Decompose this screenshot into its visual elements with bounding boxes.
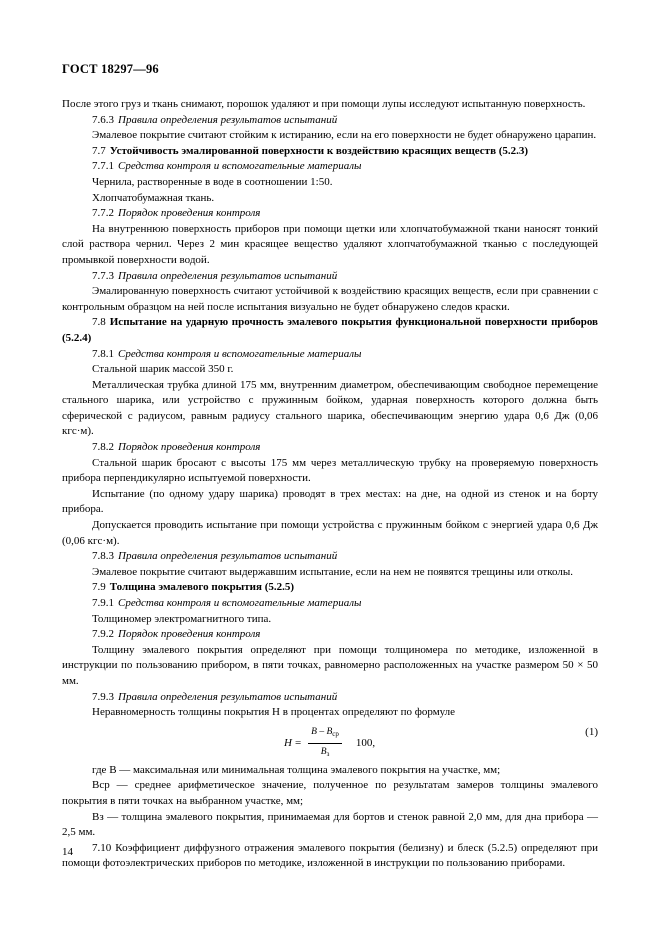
clause-number: 7.7.1	[92, 160, 114, 173]
denominator-sub: з	[326, 750, 330, 759]
clause-subtitle: Порядок проведения контроля	[118, 628, 261, 641]
paragraph-26	[62, 690, 598, 706]
clause-number: 7.7	[92, 144, 106, 157]
paragraph-text: Стальной шарик массой 350 г.	[92, 363, 234, 376]
paragraph-11	[62, 315, 598, 346]
paragraph-text: Хлопчатобумажная ткань.	[92, 191, 215, 204]
fraction-numerator	[308, 725, 342, 745]
paragraph-16	[62, 456, 598, 487]
paragraph-text: Стальной шарик бросают с высоты 175 мм через металлическую трубку на проверяемую поверхность прибора перпендикулярно испытуемой поверхности.	[62, 456, 598, 485]
paragraph-25	[62, 643, 598, 690]
paragraph-8	[62, 222, 598, 269]
formula-comma: ,	[372, 737, 376, 750]
paragraph-7	[62, 206, 598, 222]
clause-subtitle: Правила определения результатов испытаний	[118, 113, 338, 126]
paragraph-3	[62, 144, 598, 160]
paragraph-text: 7.10 Коэффициент диффузного отражения эмалевого покрытия (белизну) и блеск (5.2.5) определяют при помощи фотоэлектрических приборов по методике, изложенной в инструкции по пользованию приборами.	[62, 841, 598, 870]
clause-subtitle: Правила определения результатов испытаний	[118, 550, 338, 563]
paragraph-text: Чернила, растворенные в воде в соотношении 1:50.	[92, 175, 333, 188]
paragraph-14	[62, 378, 598, 440]
paragraph-text: После этого груз и ткань снимают, порошок удаляют и при помощи лупы исследуют испытанную поверхность.	[62, 98, 586, 110]
clause-subtitle: Порядок проведения контроля	[118, 441, 261, 454]
paragraph-text: Допускается проводить испытание при помощи устройства с пружинным бойком с энергией удара 0,6 Дж (0,06 кгс·м).	[62, 519, 598, 547]
clause-subtitle: Средства контроля и вспомогательные материалы	[118, 597, 362, 609]
document-body	[62, 97, 598, 872]
clause-subtitle: Правила определения результатов испытаний	[118, 690, 338, 703]
paragraph-21	[62, 580, 598, 596]
paragraph-27	[62, 705, 598, 721]
denominator-b: B	[320, 747, 327, 758]
paragraph-0	[62, 97, 598, 113]
clause-number: 7.8.2	[92, 441, 114, 454]
clause-number: 7.9	[92, 581, 106, 594]
clause-number: 7.8.3	[92, 550, 114, 563]
paragraph-24	[62, 627, 598, 643]
clause-number: 7.8	[92, 316, 106, 329]
paragraph-text: Толщиномер электромагнитного типа.	[92, 612, 272, 625]
paragraph-1	[62, 113, 598, 129]
paragraph-text: Неравномерность толщины покрытия H в процентах определяют по формуле	[92, 706, 456, 719]
paragraph-text: Bз — толщина эмалевого покрытия, принимаемая для бортов и стенок равной 2,0 мм, для дна прибора — 2,5 мм.	[62, 810, 598, 839]
clause-title: Испытание на ударную прочность эмалевого покрытия функциональной поверхности приборов (5.2.4)	[62, 316, 598, 344]
paragraph-text: Эмалевое покрытие считают выдержавшим испытание, если на нем не появятся трещины или отколы.	[92, 565, 574, 578]
paragraph-15	[62, 440, 598, 456]
paragraph-text: где B — максимальная или минимальная толщина эмалевого покрытия на участке, мм;	[92, 763, 501, 776]
clause-title: Толщина эмалевого покрытия (5.2.5)	[109, 581, 295, 594]
clause-number: 7.7.2	[92, 207, 114, 220]
formula-number: (1)	[585, 725, 598, 738]
paragraph-6	[62, 191, 598, 207]
paragraph-22	[62, 596, 598, 612]
clause-number: 7.7.3	[92, 269, 114, 282]
clause-subtitle: Порядок проведения контроля	[118, 207, 261, 220]
paragraph-text: На внутреннюю поверхность приборов при помощи щетки или хлопчатобумажной ткани наносят тонкий слой раствора чернил. Через 2 мин красящее вещество удаляют хлопчатобумажной тканью с последующей промывкой поверхности водой.	[62, 222, 598, 266]
clause-subtitle: Правила определения результатов испытаний	[118, 269, 338, 282]
formula-expression	[284, 725, 375, 763]
paragraph-4	[62, 159, 598, 175]
clause-number: 7.9.1	[92, 597, 114, 609]
paragraph-9	[62, 269, 598, 285]
clause-subtitle: Средства контроля и вспомогательные материалы	[118, 347, 362, 360]
clause-number: 7.8.1	[92, 347, 114, 360]
paragraph-text: Эмалевое покрытие считают стойким к истиранию, если на его поверхности не будет обнаружено царапин.	[92, 129, 597, 142]
paragraph-19	[62, 549, 598, 565]
paragraph-13	[62, 362, 598, 378]
paragraph-text: Bср — среднее арифметическое значение, полученное по результатам замеров толщины эмалевого покрытия в пяти точках на выбранном участке, мм;	[62, 779, 598, 807]
clause-subtitle: Средства контроля и вспомогательные материалы	[118, 160, 362, 173]
page-number: 14	[62, 846, 73, 858]
paragraph-17	[62, 487, 598, 518]
clause-number: 7.9.3	[92, 690, 114, 703]
paragraph-text: Толщину эмалевого покрытия определяют при помощи толщиномера по методике, изложенной в инструкции по пользованию прибором, в пяти точках, равномерно расположенных на участке размером 50 × 50 мм.	[62, 643, 598, 687]
paragraph-29	[62, 763, 598, 779]
paragraph-32	[62, 841, 598, 872]
formula-block	[62, 723, 598, 761]
document-page	[62, 62, 598, 872]
numerator-bsr: B	[326, 726, 333, 737]
formula-multiplier: 100	[355, 737, 373, 750]
paragraph-text: Испытание (по одному удару шарика) проводят в трех местах: на дне, на одной из стенок и на борту прибора.	[62, 487, 598, 516]
paragraph-20	[62, 565, 598, 581]
paragraph-31	[62, 810, 598, 841]
paragraph-10	[62, 284, 598, 315]
numerator-bsr-sub: ср	[332, 729, 339, 738]
formula-lhs: H	[284, 737, 292, 750]
paragraph-12	[62, 347, 598, 363]
numerator-b: B	[311, 726, 317, 737]
paragraph-5	[62, 175, 598, 191]
paragraph-text: Эмалированную поверхность считают устойчивой к воздействию красящих веществ, если при сравнении с контрольным образцом на ней после испытания визуально не будет обнаружено следов краски.	[62, 285, 598, 313]
paragraph-30	[62, 778, 598, 809]
document-header: ГОСТ 18297—96	[62, 62, 159, 76]
paragraph-text: Металлическая трубка длиной 175 мм, внутренним диаметром, обеспечивающим свободное перемещение стального шарика, или устройство с пружинным бойком, ударная поверхность которого должна быть сферической с радиусом, равным радиусу стального шарика, обеспечивающим энергию удара 0,6 Дж (0,06 кгс·м).	[62, 378, 598, 438]
clause-number: 7.6.3	[92, 113, 114, 126]
numerator-minus: –	[316, 726, 327, 737]
formula-fraction	[308, 725, 342, 763]
fraction-denominator	[321, 744, 330, 763]
paragraph-23	[62, 612, 598, 628]
clause-title: Устойчивость эмалированной поверхности к воздействию красящих веществ (5.2.3)	[109, 144, 529, 157]
paragraph-2	[62, 128, 598, 144]
formula-equals: =	[294, 737, 302, 750]
paragraph-18	[62, 518, 598, 549]
clause-number: 7.9.2	[92, 628, 114, 641]
